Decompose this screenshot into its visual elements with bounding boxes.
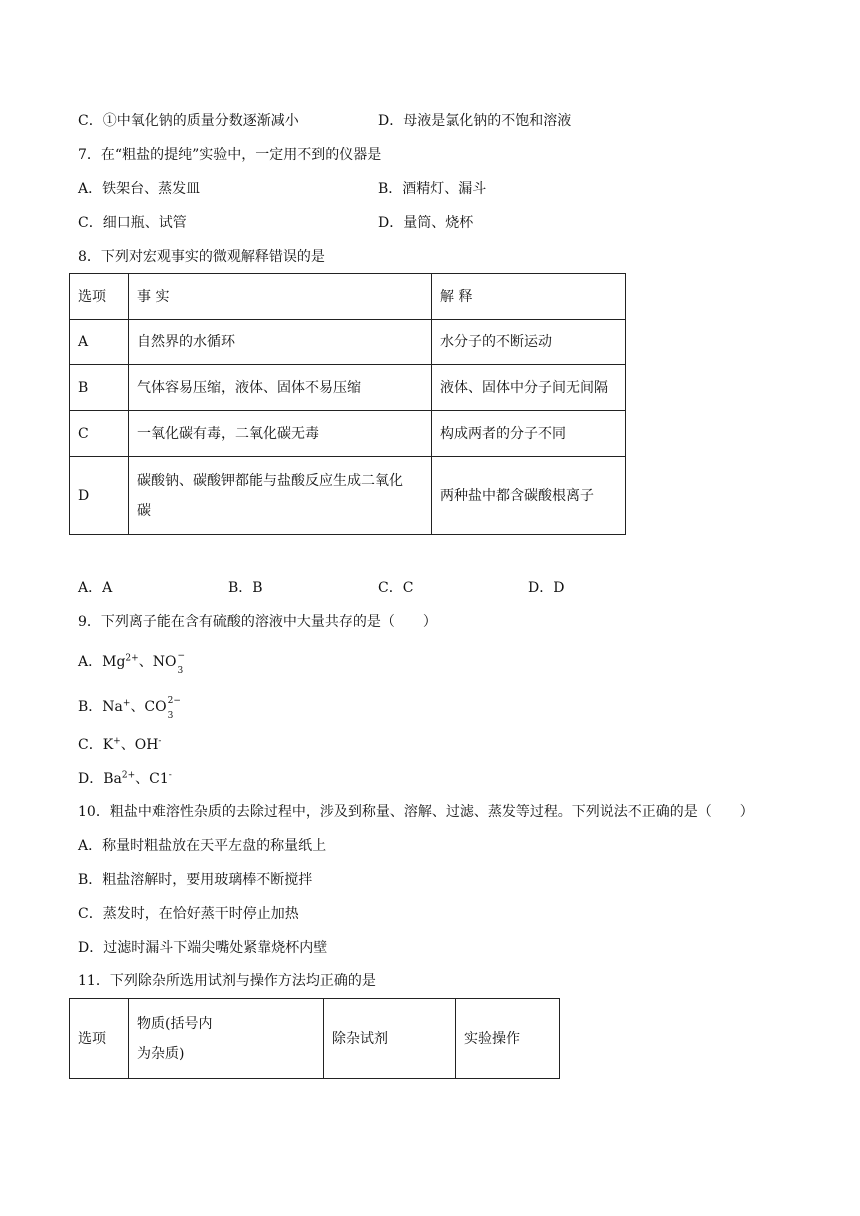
q10-option-a: A．称量时粗盐放在天平左盘的称量纸上 (78, 838, 327, 854)
q8-table (69, 273, 626, 535)
q9-a-subscript: 3 (177, 666, 184, 676)
q8-row-b-fact: 气体容易压缩，液体、固体不易压缩 (129, 365, 432, 411)
q8-row-b-explain: 液体、固体中分子间无间隔 (432, 365, 626, 411)
q7-stem: 7．在“粗盐的提纯”实验中，一定用不到的仪器是 (78, 147, 382, 163)
q8-row-d-fact-line1: 碳酸钠、碳酸钾都能与盐酸反应生成二氧化 (137, 472, 403, 489)
q9-d-rest: 、C1 (135, 771, 169, 787)
q9-c-rest: 、OH (120, 737, 159, 753)
q10-option-d: D．过滤时漏斗下端尖嘴处紧靠烧杯内壁 (78, 940, 328, 956)
q9-a-charge: 2+ (125, 653, 139, 664)
q9-c-charge2: - (158, 736, 162, 747)
q8-row-d-option: D (70, 457, 129, 535)
q9-d-text: D．Ba (78, 771, 122, 787)
q10-option-c: C．蒸发时，在恰好蒸干时停止加热 (78, 906, 299, 922)
q8-header-option: 选项 (70, 274, 129, 320)
q8-row-b-option: B (70, 365, 129, 411)
q7-option-b: B．酒精灯、漏斗 (378, 181, 487, 197)
q9-b-charge: + (122, 698, 131, 709)
q11-header-substance (129, 999, 324, 1079)
q7-option-c: C．细口瓶、试管 (78, 215, 187, 231)
q8-row-c-fact: 一氧化碳有毒，二氧化碳无毒 (129, 411, 432, 457)
q8-row-a-fact: 自然界的水循环 (129, 320, 432, 365)
q11-stem: 11．下列除杂所选用试剂与操作方法均正确的是 (78, 973, 376, 989)
q9-option-b (78, 696, 181, 721)
q11-header-operation: 实验操作 (456, 999, 560, 1079)
q9-option-d (78, 769, 172, 789)
q9-b-charge2: 2− (167, 696, 181, 706)
q9-c-text: C．K (78, 737, 114, 753)
q11-header-option: 选项 (70, 999, 129, 1079)
q9-option-a (78, 651, 185, 676)
q8-row-c-explain: 构成两者的分子不同 (432, 411, 626, 457)
q8-header-explain: 解 释 (432, 274, 626, 320)
q8-row-a-option: A (70, 320, 129, 365)
q8-header-fact: 事 实 (129, 274, 432, 320)
q8-answer-b: B．B (228, 580, 263, 596)
q9-a-prefix: A．Mg (78, 654, 126, 670)
q6-option-d: D．母液是氯化钠的不饱和溶液 (378, 113, 572, 129)
q7-option-a: A．铁架台、蒸发皿 (78, 181, 201, 197)
q11-header-substance-line1: 物质(括号内 (137, 1015, 213, 1032)
q8-row-d-fact (129, 457, 432, 535)
q9-d-charge: 2+ (121, 770, 136, 781)
q8-row-a-explain: 水分子的不断运动 (432, 320, 626, 365)
q10-stem: 10．粗盐中难溶性杂质的去除过程中，涉及到称量、溶解、过滤、蒸发等过程。下列说法不正确的是（ ） (78, 804, 754, 820)
q9-b-sep: 、CO (130, 699, 167, 715)
q11-header-substance-line2: 为杂质) (137, 1045, 185, 1062)
q11-table (69, 998, 560, 1079)
q9-option-c (78, 735, 161, 755)
q8-row-d-explain: 两种盐中都含碳酸根离子 (432, 457, 626, 535)
q9-b-subscript: 3 (167, 711, 174, 721)
q11-header-reagent: 除杂试剂 (324, 999, 456, 1079)
q8-answer-c: C．C (378, 580, 414, 596)
q9-a-sep: 、NO (138, 654, 177, 670)
q7-option-d: D．量筒、烧杯 (378, 215, 474, 231)
q9-stem: 9．下列离子能在含有硫酸的溶液中大量共存的是（ ） (78, 614, 437, 630)
q8-row-d-fact-line2: 碳 (137, 502, 151, 519)
q8-answer-d: D．D (528, 580, 565, 596)
q8-answer-a: A．A (78, 580, 113, 596)
q9-a-charge2: − (177, 651, 185, 661)
q9-b-prefix: B．Na (78, 699, 123, 715)
q8-row-c-option: C (70, 411, 129, 457)
q9-c-charge: + (113, 736, 121, 747)
q8-stem: 8．下列对宏观事实的微观解释错误的是 (78, 249, 325, 265)
q10-option-b: B．粗盐溶解时，要用玻璃棒不断搅拌 (78, 872, 313, 888)
q6-option-c: C．①中氧化钠的质量分数逐渐减小 (78, 113, 299, 129)
q9-d-charge2: - (168, 770, 172, 781)
